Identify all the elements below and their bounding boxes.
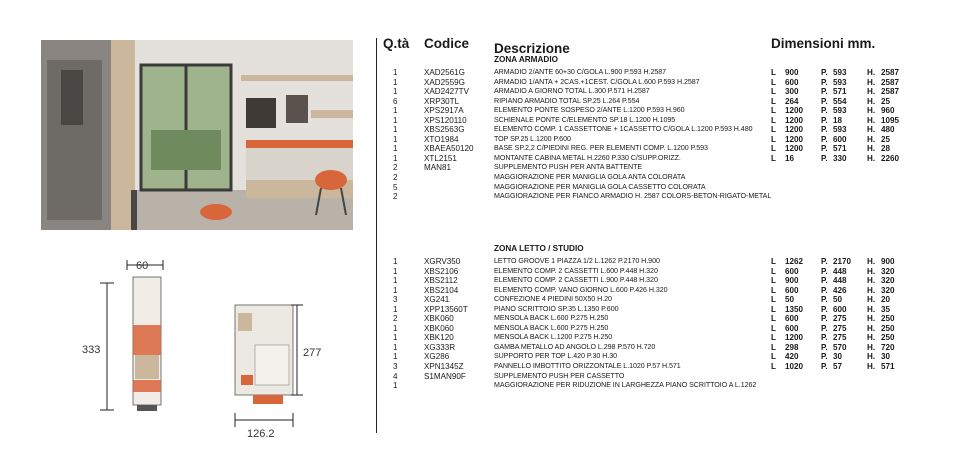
description-cell: MONTANTE CABINA METAL H.2260 P.330 C/SUPP.ORIZZ. — [494, 153, 681, 162]
description-cell: BASE SP.2,2 C/PIEDINI REG. PER ELEMENTI COMP. L.1200 P.593 — [494, 144, 708, 153]
dim-l-cell: 900 — [785, 276, 799, 286]
dim-p-prefix: P. — [821, 115, 828, 125]
table-row — [381, 372, 956, 382]
qty-cell: 1 — [393, 352, 398, 362]
dim-p-cell: 275 — [833, 314, 847, 324]
code-cell: XBK060 — [424, 314, 454, 324]
dim-h-prefix: H. — [867, 144, 876, 154]
dim-l-prefix: L — [771, 314, 776, 324]
dim-l-cell: 50 — [785, 295, 795, 305]
room-illustration — [41, 40, 353, 230]
dim-h-prefix: H. — [867, 323, 876, 333]
table-row — [381, 352, 956, 362]
description-cell: PIANO SCRITTOIO SP.35 L.1350 P.600 — [494, 304, 619, 313]
dim-h-prefix: H. — [867, 314, 876, 324]
dim-l-prefix: L — [771, 153, 776, 163]
dim-h-prefix: H. — [867, 333, 876, 343]
table-row — [381, 135, 956, 145]
dim-p-cell: 30 — [833, 352, 843, 362]
dim-p-prefix: P. — [821, 68, 828, 77]
dim-h-prefix: H. — [867, 295, 876, 305]
table-row — [381, 381, 956, 391]
description-cell: ELEMENTO COMP. 2 CASSETTI L.900 P.448 H.320 — [494, 276, 658, 285]
rows-zona-armadio — [381, 68, 956, 202]
description-cell: MENSOLA BACK L.1200 P.275 H.250 — [494, 333, 613, 342]
table-row — [381, 183, 956, 193]
table-row — [381, 173, 956, 183]
dim-h-cell: 250 — [881, 323, 895, 333]
qty-cell: 1 — [393, 144, 398, 154]
code-cell: XAD2427TV — [424, 87, 469, 97]
table-row — [381, 257, 956, 267]
dim-h-prefix: H. — [867, 266, 876, 276]
dim-l-prefix: L — [771, 362, 776, 372]
dim-l-prefix: L — [771, 266, 776, 276]
dim-l-prefix: L — [771, 333, 776, 343]
qty-cell: 1 — [393, 115, 398, 125]
table-row — [381, 97, 956, 107]
dim-p-cell: 57 — [833, 362, 843, 372]
rows-zona-letto — [381, 257, 956, 391]
code-cell: XTL2151 — [424, 153, 457, 163]
code-cell: S1MAN90F — [424, 371, 466, 381]
dim-h-prefix: H. — [867, 342, 876, 352]
description-cell: SUPPORTO PER TOP L.420 P.30 H.30 — [494, 352, 618, 361]
qty-cell: 1 — [393, 276, 398, 286]
dim-p-prefix: P. — [821, 77, 828, 87]
qty-cell: 1 — [393, 77, 398, 87]
table-row — [381, 106, 956, 116]
dim-p-prefix: P. — [821, 106, 828, 116]
description-cell: TOP SP.25 L.1200 P.600 — [494, 134, 571, 143]
description-cell: MENSOLA BACK L.600 P.275 H.250 — [494, 314, 609, 323]
header-dimensioni: Dimensioni mm. — [771, 36, 876, 51]
dim-h-cell: 2587 — [881, 68, 900, 77]
dim-p-cell: 600 — [833, 134, 847, 144]
dim-p-cell: 593 — [833, 68, 847, 77]
qty-cell: 2 — [393, 163, 398, 173]
description-cell: ELEMENTO COMP. 1 CASSETTONE + 1CASSETTO C/GOLA L.1200 P.593 H.480 — [494, 125, 753, 134]
dim-h-cell: 28 — [881, 144, 891, 154]
dim-h-prefix: H. — [867, 125, 876, 135]
dim-top-width: 60 — [136, 260, 149, 272]
qty-cell: 1 — [393, 106, 398, 116]
table-row — [381, 343, 956, 353]
dim-p-cell: 330 — [833, 153, 847, 163]
code-cell: XBS2104 — [424, 285, 459, 295]
description-cell: MENSOLA BACK L.600 P.275 H.250 — [494, 323, 609, 332]
dim-h-cell: 320 — [881, 276, 895, 286]
dim-p-cell: 570 — [833, 342, 847, 352]
dim-p-cell: 18 — [833, 115, 843, 125]
qty-cell: 1 — [393, 381, 398, 391]
dim-h-cell: 320 — [881, 266, 895, 276]
description-cell: LETTO GROOVE 1 PIAZZA 1/2 L.1262 P.2170 H.900 — [494, 257, 660, 265]
dim-l-cell: 600 — [785, 323, 799, 333]
dim-h-cell: 250 — [881, 314, 895, 324]
dim-l-prefix: L — [771, 342, 776, 352]
dim-p-cell: 448 — [833, 276, 847, 286]
table-row — [381, 276, 956, 286]
elevation-drawing — [82, 260, 163, 411]
table-row — [381, 125, 956, 135]
header-qta: Q.tà — [383, 36, 410, 51]
qty-cell: 4 — [393, 371, 398, 381]
description-cell: MAGGIORAZIONE PER MANIGLIA GOLA ANTA COLORATA — [494, 173, 686, 182]
description-cell: ARMADIO 1/ANTA + 2CAS.+1CEST. C/GOLA L.600 P.593 H.2587 — [494, 77, 700, 86]
description-cell: MAGGIORAZIONE PER RIDUZIONE IN LARGHEZZA PIANO SCRITTOIO A L.1262 — [494, 381, 757, 390]
dim-l-cell: 1350 — [785, 304, 804, 314]
table-row — [381, 78, 956, 88]
table-row — [381, 87, 956, 97]
code-cell: XAD2559G — [424, 77, 465, 87]
table-row — [381, 314, 956, 324]
dim-p-cell: 593 — [833, 125, 847, 135]
dim-h-cell: 2260 — [881, 153, 900, 163]
dim-h-prefix: H. — [867, 106, 876, 116]
code-cell: XPN1345Z — [424, 362, 464, 372]
table-row — [381, 154, 956, 164]
qty-cell: 2 — [393, 192, 398, 202]
dim-l-prefix: L — [771, 106, 776, 116]
code-cell: XBK060 — [424, 323, 454, 333]
dim-l-cell: 1020 — [785, 362, 804, 372]
dim-p-cell: 571 — [833, 87, 847, 97]
dim-h-cell: 35 — [881, 304, 891, 314]
code-cell: XG241 — [424, 295, 450, 305]
description-cell: GAMBA METALLO AD ANGOLO L.298 P.570 H.720 — [494, 342, 656, 351]
dim-p-cell: 50 — [833, 295, 843, 305]
dim-h-cell: 250 — [881, 333, 895, 343]
dim-l-prefix: L — [771, 257, 776, 266]
dim-h-cell: 900 — [881, 257, 895, 266]
dim-l-cell: 16 — [785, 153, 795, 163]
dim-l-cell: 600 — [785, 266, 799, 276]
dim-l-cell: 900 — [785, 68, 799, 77]
description-cell: CONFEZIONE 4 PIEDINI 50X50 H.20 — [494, 295, 612, 304]
dim-p-prefix: P. — [821, 304, 828, 314]
dim-l-prefix: L — [771, 77, 776, 87]
dim-h-prefix: H. — [867, 68, 876, 77]
dim-p-prefix: P. — [821, 342, 828, 352]
dim-h-prefix: H. — [867, 304, 876, 314]
code-cell: XGRV350 — [424, 257, 461, 266]
dim-l-prefix: L — [771, 115, 776, 125]
dim-h-cell: 1095 — [881, 115, 900, 125]
dim-p-prefix: P. — [821, 285, 828, 295]
description-cell: ARMADIO 2/ANTE 60+30 C/GOLA L.900 P.593 H.2587 — [494, 68, 667, 76]
dim-h-cell: 960 — [881, 106, 895, 116]
table-row — [381, 324, 956, 334]
dim-p-cell: 600 — [833, 304, 847, 314]
qty-cell: 5 — [393, 182, 398, 192]
dim-l-cell: 1200 — [785, 106, 804, 116]
technical-drawing — [82, 255, 325, 440]
dim-l-prefix: L — [771, 96, 776, 106]
description-cell: ELEMENTO PONTE SOSPESO 2/ANTE L.1200 P.593 H.960 — [494, 106, 685, 115]
dim-height-left: 333 — [82, 344, 101, 356]
description-cell: SUPPLEMENTO PUSH PER CASSETTO — [494, 371, 625, 380]
table-row — [381, 68, 956, 78]
dim-h-cell: 25 — [881, 96, 891, 106]
description-cell: SUPPLEMENTO PUSH PER ANTA BATTENTE — [494, 163, 643, 172]
dim-h-cell: 30 — [881, 352, 891, 362]
dim-p-cell: 2170 — [833, 257, 852, 266]
description-cell: SCHIENALE PONTE C/ELEMENTO SP.18 L.1200 H.1095 — [494, 115, 676, 124]
qty-cell: 1 — [393, 304, 398, 314]
code-cell: XG333R — [424, 342, 456, 352]
dim-l-prefix: L — [771, 295, 776, 305]
dim-h-cell: 2587 — [881, 77, 900, 87]
dim-h-cell: 480 — [881, 125, 895, 135]
dim-bottom-width: 126.2 — [247, 428, 275, 440]
table-row — [381, 305, 956, 315]
description-cell: MAGGIORAZIONE PER MANIGLIA GOLA CASSETTO COLORATA — [494, 182, 706, 191]
description-cell: ELEMENTO COMP. 2 CASSETTI L.600 P.448 H.320 — [494, 266, 658, 275]
qty-cell: 6 — [393, 96, 398, 106]
dim-l-cell: 1200 — [785, 144, 804, 154]
dim-l-prefix: L — [771, 323, 776, 333]
table-row — [381, 267, 956, 277]
plan-drawing — [235, 305, 321, 440]
dim-p-prefix: P. — [821, 323, 828, 333]
table-row — [381, 333, 956, 343]
code-cell: XPS2917A — [424, 106, 464, 116]
description-cell: RIPIANO ARMADIO TOTAL SP.25 L.264 P.554 — [494, 96, 640, 105]
dim-p-cell: 426 — [833, 285, 847, 295]
dim-p-prefix: P. — [821, 295, 828, 305]
dim-l-cell: 600 — [785, 314, 799, 324]
dim-p-prefix: P. — [821, 144, 828, 154]
dim-l-cell: 1200 — [785, 134, 804, 144]
room-photo — [41, 40, 353, 230]
dim-h-prefix: H. — [867, 115, 876, 125]
dim-h-prefix: H. — [867, 96, 876, 106]
dim-h-cell: 571 — [881, 362, 895, 372]
dim-l-prefix: L — [771, 276, 776, 286]
header-codice: Codice — [424, 36, 470, 51]
column-divider — [376, 38, 377, 433]
description-cell: PANNELLO IMBOTTITO ORIZZONTALE L.1020 P.57 H.571 — [494, 362, 681, 371]
code-cell: XTO1984 — [424, 134, 459, 144]
dim-h-prefix: H. — [867, 77, 876, 87]
dim-h-prefix: H. — [867, 352, 876, 362]
dim-l-cell: 264 — [785, 96, 799, 106]
dim-p-cell: 275 — [833, 323, 847, 333]
dim-l-cell: 1200 — [785, 115, 804, 125]
code-cell: XG286 — [424, 352, 450, 362]
qty-cell: 1 — [393, 87, 398, 97]
dim-p-prefix: P. — [821, 87, 828, 97]
dim-h-cell: 20 — [881, 295, 891, 305]
dim-h-prefix: H. — [867, 285, 876, 295]
qty-cell: 1 — [393, 266, 398, 276]
qty-cell: 1 — [393, 68, 398, 77]
dim-l-prefix: L — [771, 352, 776, 362]
qty-cell: 1 — [393, 125, 398, 135]
qty-cell: 1 — [393, 153, 398, 163]
code-cell: XBS2112 — [424, 276, 458, 286]
dim-l-prefix: L — [771, 125, 776, 135]
dim-h-prefix: H. — [867, 362, 876, 372]
code-cell: XPP13560T — [424, 304, 468, 314]
qty-cell: 1 — [393, 342, 398, 352]
qty-cell: 1 — [393, 285, 398, 295]
qty-cell: 1 — [393, 257, 398, 266]
dim-p-cell: 554 — [833, 96, 847, 106]
section-title: ZONA LETTO / STUDIO — [494, 244, 584, 253]
code-cell: XBK120 — [424, 333, 454, 343]
dim-h-prefix: H. — [867, 134, 876, 144]
dim-p-prefix: P. — [821, 153, 828, 163]
dim-l-cell: 300 — [785, 87, 799, 97]
dim-l-cell: 298 — [785, 342, 799, 352]
dim-h-prefix: H. — [867, 153, 876, 163]
header-descrizione: Descrizione — [494, 41, 570, 56]
qty-cell: 3 — [393, 362, 398, 372]
dim-h-prefix: H. — [867, 257, 876, 266]
dim-p-prefix: P. — [821, 362, 828, 372]
dim-p-cell: 593 — [833, 77, 847, 87]
dim-p-prefix: P. — [821, 352, 828, 362]
qty-cell: 2 — [393, 314, 398, 324]
dim-l-prefix: L — [771, 87, 776, 97]
code-cell: XPS120110 — [424, 115, 467, 125]
dim-l-prefix: L — [771, 285, 776, 295]
table-row — [381, 362, 956, 372]
dim-h-prefix: H. — [867, 276, 876, 286]
code-cell: XBS2106 — [424, 266, 459, 276]
table-row — [381, 116, 956, 126]
dim-height-right: 277 — [303, 347, 322, 359]
dim-l-cell: 600 — [785, 285, 799, 295]
qty-cell: 1 — [393, 134, 398, 144]
dim-p-prefix: P. — [821, 266, 828, 276]
table-row — [381, 295, 956, 305]
dim-p-prefix: P. — [821, 276, 828, 286]
dim-l-prefix: L — [771, 134, 776, 144]
description-cell: MAGGIORAZIONE PER FIANCO ARMADIO H. 2587 COLORS-BETON-RIGATO-METAL — [494, 192, 772, 201]
dim-h-prefix: H. — [867, 87, 876, 97]
dim-p-cell: 275 — [833, 333, 847, 343]
code-cell: MAN81 — [424, 163, 451, 173]
qty-cell: 3 — [393, 295, 398, 305]
qty-cell: 2 — [393, 173, 398, 183]
code-cell: XBAEA50120 — [424, 144, 474, 154]
table-row — [381, 286, 956, 296]
dim-l-cell: 1200 — [785, 333, 804, 343]
dim-l-cell: 1200 — [785, 125, 804, 135]
dim-h-cell: 2587 — [881, 87, 900, 97]
code-cell: XAD2561G — [424, 68, 465, 77]
dim-l-prefix: L — [771, 304, 776, 314]
dim-p-prefix: P. — [821, 257, 828, 266]
dim-l-cell: 600 — [785, 77, 799, 87]
dim-l-cell: 420 — [785, 352, 799, 362]
table-row — [381, 192, 956, 202]
dim-p-prefix: P. — [821, 134, 828, 144]
dim-p-prefix: P. — [821, 96, 828, 106]
description-cell: ARMADIO A GIORNO TOTAL L.300 P.571 H.2587 — [494, 87, 650, 96]
section-title: ZONA ARMADIO — [494, 55, 558, 64]
qty-cell: 1 — [393, 323, 398, 333]
dim-p-prefix: P. — [821, 125, 828, 135]
table-row — [381, 163, 956, 173]
code-cell: XBS2563G — [424, 125, 465, 135]
dim-p-cell: 593 — [833, 106, 847, 116]
dim-p-cell: 571 — [833, 144, 847, 154]
dim-p-cell: 448 — [833, 266, 847, 276]
dim-l-prefix: L — [771, 68, 776, 77]
dim-h-cell: 320 — [881, 285, 895, 295]
dim-p-prefix: P. — [821, 314, 828, 324]
dim-l-prefix: L — [771, 144, 776, 154]
dim-h-cell: 720 — [881, 342, 895, 352]
code-cell: XRP30TL — [424, 96, 460, 106]
description-cell: ELEMENTO COMP. VANO GIORNO L.600 P.426 H.320 — [494, 285, 668, 294]
dim-h-cell: 25 — [881, 134, 891, 144]
qty-cell: 1 — [393, 333, 398, 343]
dim-p-prefix: P. — [821, 333, 828, 343]
table-row — [381, 144, 956, 154]
dim-l-cell: 1262 — [785, 257, 804, 266]
